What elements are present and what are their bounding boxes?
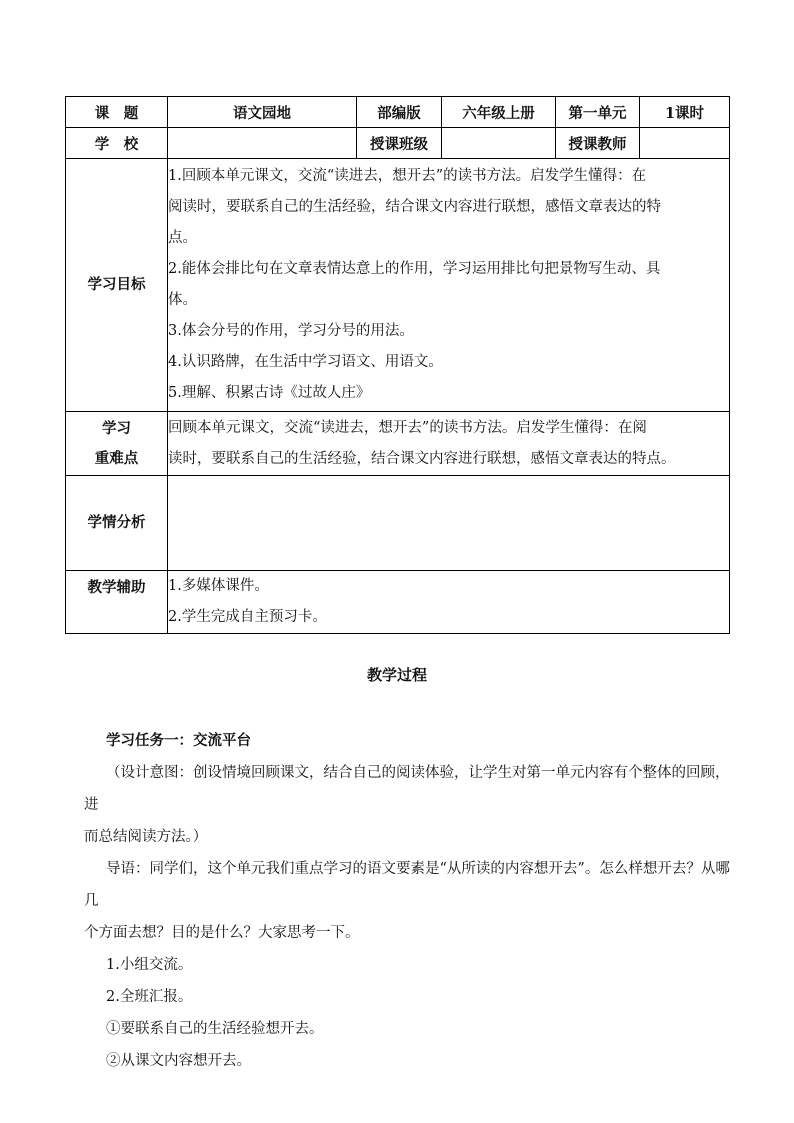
step-item: 1.小组交流。: [106, 957, 193, 973]
label-key-points: [66, 412, 168, 476]
hours: 1课时: [640, 97, 730, 128]
intro-line: 导语：同学们，这个单元我们重点学习的语文要素是“从所读的内容想开去”。怎么样想开去？从哪几: [84, 861, 730, 909]
table-row-school: [66, 128, 730, 159]
grade: 六年级上册: [442, 97, 556, 128]
class-value: [442, 128, 556, 159]
goal-line: 1.回顾本单元课文，交流“读进去，想开去”的读书方法。启发学生懂得：在: [168, 168, 647, 184]
label-course: 课 题: [66, 97, 168, 128]
label-key-points-line1: 学习: [102, 419, 131, 437]
label-aids: 教学辅助: [66, 571, 168, 634]
teacher-value: [640, 128, 730, 159]
goal-line: 体。: [168, 292, 197, 308]
unit: 第一单元: [556, 97, 640, 128]
course-value: 语文园地: [168, 97, 357, 128]
key-point-line: 回顾本单元课文，交流“读进去，想开去”的读书方法。启发学生懂得：在阅: [168, 419, 647, 436]
goal-line: 2.能体会排比句在文章表情达意上的作用，学习运用排比句把景物写生动、具: [168, 261, 661, 277]
label-analysis: 学情分析: [66, 476, 168, 571]
step-item: ②从课文内容想开去。: [106, 1053, 251, 1069]
process-heading: 教学过程: [366, 666, 427, 684]
school-value: [168, 128, 357, 159]
goal-line: 5.理解、积累古诗《过故人庄》: [168, 385, 371, 401]
key-points-content: [168, 412, 730, 476]
label-school: 学 校: [66, 128, 168, 159]
key-point-line: 读时，要联系自己的生活经验，结合课文内容进行联想，感悟文章表达的特点。: [168, 450, 676, 467]
design-intent-line: 而总结阅读方法。）: [84, 829, 208, 845]
step-item: ①要联系自己的生活经验想开去。: [106, 1021, 324, 1037]
design-intent-line: （设计意图：创设情境回顾课文，结合自己的阅读体验，让学生对第一单元内容有个整体的回顾，进: [84, 765, 730, 813]
analysis-content: [168, 476, 730, 571]
label-teacher: 授课教师: [556, 128, 640, 159]
step-item: 2.全班汇报。: [106, 989, 193, 1005]
label-class: 授课班级: [357, 128, 442, 159]
edition: 部编版: [357, 97, 442, 128]
goal-line: 4.认识路牌，在生活中学习语文、用语文。: [168, 354, 443, 370]
aids-content: [168, 571, 730, 634]
goal-line: 3.体会分号的作用，学习分号的用法。: [168, 323, 414, 339]
process-body: [84, 725, 730, 1077]
label-key-points-line2: 重难点: [94, 449, 139, 467]
goal-line: 点。: [168, 230, 197, 246]
lesson-plan-table: [65, 96, 730, 634]
label-goals: 学习目标: [66, 159, 168, 412]
goals-content: [168, 159, 730, 412]
aid-line: 1.多媒体课件。: [168, 578, 269, 594]
goal-line: 阅读时，要联系自己的生活经验，结合课文内容进行联想，感悟文章表达的特: [168, 199, 661, 215]
intro-line: 个方面去想？目的是什么？大家思考一下。: [84, 925, 360, 941]
table-row-aids: [66, 571, 730, 634]
table-row-analysis: [66, 476, 730, 571]
task-title: 学习任务一：交流平台: [106, 732, 251, 749]
table-row-goals: [66, 159, 730, 412]
table-row-key-points: [66, 412, 730, 476]
table-row-course: [66, 97, 730, 128]
aid-line: 2.学生完成自主预习卡。: [168, 609, 327, 625]
